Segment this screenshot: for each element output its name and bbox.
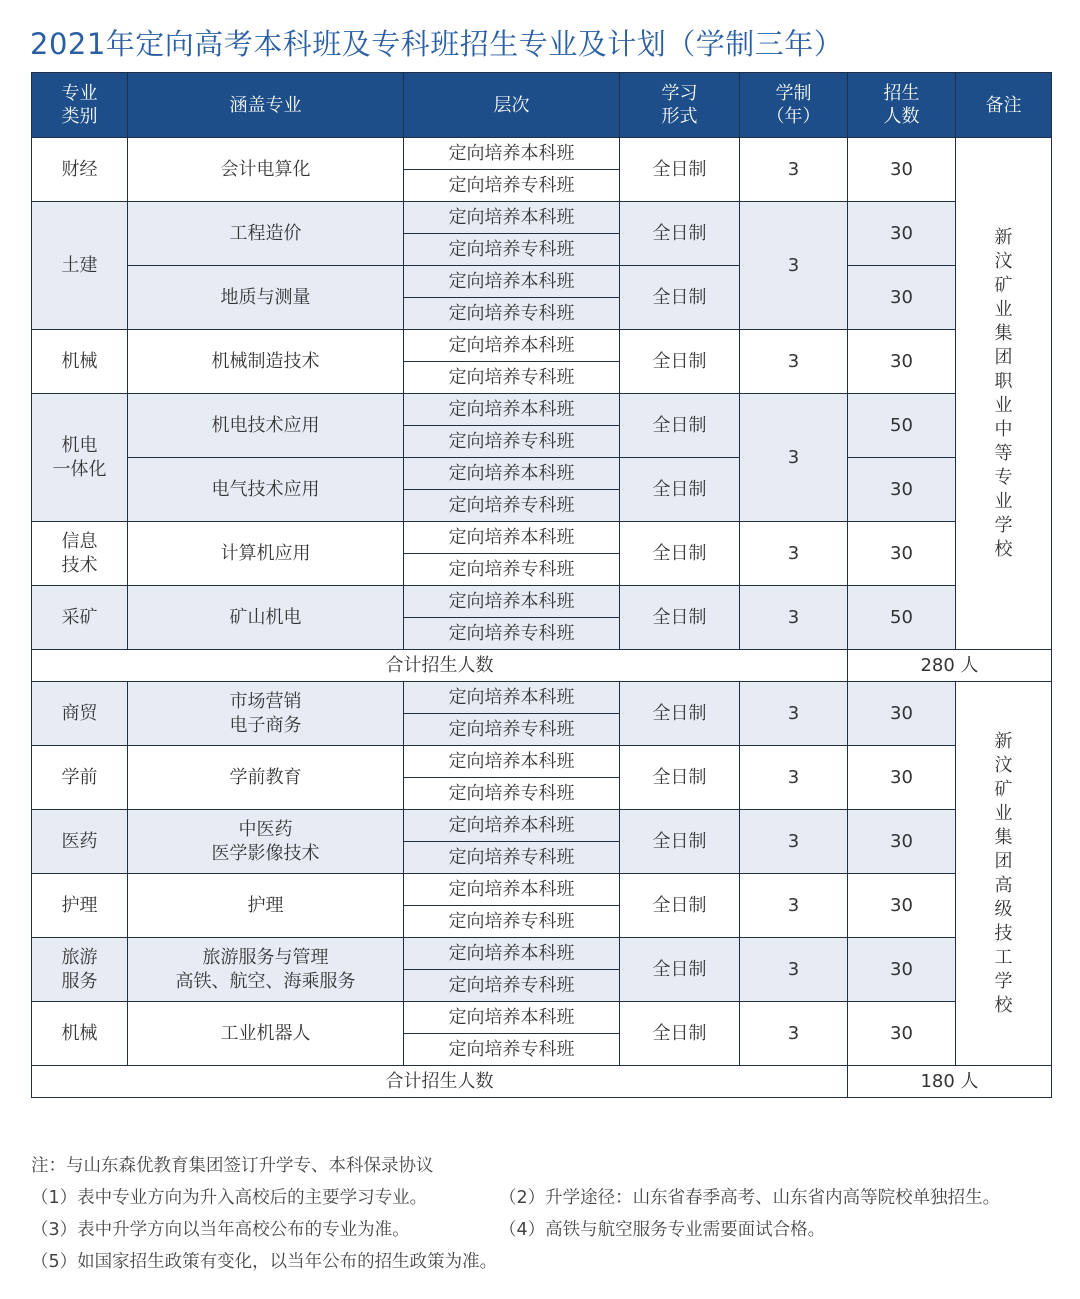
- count-cell: 30: [848, 682, 956, 746]
- years-cell: 3: [740, 522, 848, 586]
- level-cell: 定向培养本科班: [404, 458, 620, 490]
- note-5: （5）如国家招生政策有变化，以当年公布的招生政策为准。: [31, 1252, 498, 1272]
- total-label: 合计招生人数: [32, 1066, 848, 1098]
- table-row: [32, 458, 1052, 490]
- major-cell: 护理: [128, 874, 404, 938]
- major-cell: 地质与测量: [128, 266, 404, 330]
- remark-cell: 新 汶 矿 业 集 团 高 级 技 工 学 校: [956, 682, 1052, 1066]
- count-cell: 30: [848, 330, 956, 394]
- table-row: [32, 202, 1052, 234]
- header-years: 学制 （年）: [740, 73, 848, 138]
- table-row: [32, 810, 1052, 842]
- enrollment-plan-table: [31, 72, 1052, 1098]
- years-cell: 3: [740, 746, 848, 810]
- major-cell: 会计电算化: [128, 138, 404, 202]
- level-cell: 定向培养专科班: [404, 970, 620, 1002]
- notes: [31, 1150, 1061, 1278]
- table-row: [32, 938, 1052, 970]
- total-value: 180 人: [848, 1066, 1052, 1098]
- header-study-form: 学习 形式: [620, 73, 740, 138]
- category-cell: 商贸: [32, 682, 128, 746]
- form-cell: 全日制: [620, 202, 740, 266]
- header-level: 层次: [404, 73, 620, 138]
- level-cell: 定向培养本科班: [404, 522, 620, 554]
- major-cell: 机电技术应用: [128, 394, 404, 458]
- count-cell: 30: [848, 266, 956, 330]
- table-row: [32, 682, 1052, 714]
- years-cell: 3: [740, 202, 848, 330]
- category-cell: 护理: [32, 874, 128, 938]
- category-cell: 机械: [32, 1002, 128, 1066]
- years-cell: 3: [740, 874, 848, 938]
- years-cell: 3: [740, 1002, 848, 1066]
- category-cell: 采矿: [32, 586, 128, 650]
- major-cell: 计算机应用: [128, 522, 404, 586]
- level-cell: 定向培养专科班: [404, 298, 620, 330]
- form-cell: 全日制: [620, 138, 740, 202]
- notes-intro: 注：与山东森优教育集团签订升学专、本科保录协议: [31, 1156, 434, 1176]
- level-cell: 定向培养专科班: [404, 554, 620, 586]
- form-cell: 全日制: [620, 522, 740, 586]
- level-cell: 定向培养本科班: [404, 938, 620, 970]
- level-cell: 定向培养专科班: [404, 170, 620, 202]
- form-cell: 全日制: [620, 810, 740, 874]
- note-3: （3）表中升学方向以当年高校公布的专业为准。: [31, 1220, 410, 1240]
- header-major: 涵盖专业: [128, 73, 404, 138]
- count-cell: 30: [848, 138, 956, 202]
- major-cell: 学前教育: [128, 746, 404, 810]
- years-cell: 3: [740, 586, 848, 650]
- category-cell: 信息 技术: [32, 522, 128, 586]
- form-cell: 全日制: [620, 938, 740, 1002]
- table-row: [32, 746, 1052, 778]
- years-cell: 3: [740, 394, 848, 522]
- note-1: （1）表中专业方向为升入高校后的主要学习专业。: [31, 1188, 428, 1208]
- years-cell: 3: [740, 138, 848, 202]
- level-cell: 定向培养本科班: [404, 266, 620, 298]
- level-cell: 定向培养专科班: [404, 842, 620, 874]
- level-cell: 定向培养本科班: [404, 874, 620, 906]
- level-cell: 定向培养专科班: [404, 426, 620, 458]
- table-row: [32, 874, 1052, 906]
- form-cell: 全日制: [620, 1002, 740, 1066]
- table-row: [32, 330, 1052, 362]
- table-row: [32, 1002, 1052, 1034]
- category-cell: 旅游 服务: [32, 938, 128, 1002]
- major-cell: 工程造价: [128, 202, 404, 266]
- count-cell: 30: [848, 1002, 956, 1066]
- level-cell: 定向培养专科班: [404, 1034, 620, 1066]
- table-row: [32, 586, 1052, 618]
- category-cell: 机械: [32, 330, 128, 394]
- total-row: [32, 650, 1052, 682]
- category-cell: 土建: [32, 202, 128, 330]
- table-header-row: [32, 73, 1052, 138]
- count-cell: 30: [848, 810, 956, 874]
- total-value: 280 人: [848, 650, 1052, 682]
- level-cell: 定向培养本科班: [404, 330, 620, 362]
- remark-cell: 新 汶 矿 业 集 团 职 业 中 等 专 业 学 校: [956, 138, 1052, 650]
- level-cell: 定向培养本科班: [404, 394, 620, 426]
- table-row: [32, 394, 1052, 426]
- count-cell: 30: [848, 458, 956, 522]
- note-4: （4）高铁与航空服务专业需要面试合格。: [499, 1220, 826, 1240]
- major-cell: 旅游服务与管理 高铁、航空、海乘服务: [128, 938, 404, 1002]
- major-cell: 电气技术应用: [128, 458, 404, 522]
- form-cell: 全日制: [620, 586, 740, 650]
- note-2: （2）升学途径：山东省春季高考、山东省内高等院校单独招生。: [499, 1188, 1001, 1208]
- major-cell: 机械制造技术: [128, 330, 404, 394]
- form-cell: 全日制: [620, 330, 740, 394]
- level-cell: 定向培养专科班: [404, 618, 620, 650]
- total-row: [32, 1066, 1052, 1098]
- table-row: [32, 138, 1052, 170]
- form-cell: 全日制: [620, 746, 740, 810]
- category-cell: 财经: [32, 138, 128, 202]
- table-row: [32, 266, 1052, 298]
- category-cell: 医药: [32, 810, 128, 874]
- count-cell: 50: [848, 586, 956, 650]
- level-cell: 定向培养专科班: [404, 234, 620, 266]
- header-category: 专业 类别: [32, 73, 128, 138]
- level-cell: 定向培养本科班: [404, 746, 620, 778]
- form-cell: 全日制: [620, 874, 740, 938]
- form-cell: 全日制: [620, 266, 740, 330]
- major-cell: 市场营销 电子商务: [128, 682, 404, 746]
- level-cell: 定向培养专科班: [404, 714, 620, 746]
- count-cell: 30: [848, 746, 956, 810]
- level-cell: 定向培养本科班: [404, 682, 620, 714]
- years-cell: 3: [740, 682, 848, 746]
- level-cell: 定向培养专科班: [404, 490, 620, 522]
- level-cell: 定向培养专科班: [404, 778, 620, 810]
- form-cell: 全日制: [620, 458, 740, 522]
- level-cell: 定向培养本科班: [404, 202, 620, 234]
- header-remark: 备注: [956, 73, 1052, 138]
- category-cell: 机电 一体化: [32, 394, 128, 522]
- level-cell: 定向培养本科班: [404, 1002, 620, 1034]
- level-cell: 定向培养本科班: [404, 586, 620, 618]
- level-cell: 定向培养专科班: [404, 362, 620, 394]
- count-cell: 50: [848, 394, 956, 458]
- years-cell: 3: [740, 938, 848, 1002]
- major-cell: 矿山机电: [128, 586, 404, 650]
- years-cell: 3: [740, 330, 848, 394]
- count-cell: 30: [848, 874, 956, 938]
- major-cell: 工业机器人: [128, 1002, 404, 1066]
- level-cell: 定向培养本科班: [404, 810, 620, 842]
- level-cell: 定向培养本科班: [404, 138, 620, 170]
- form-cell: 全日制: [620, 394, 740, 458]
- table-row: [32, 522, 1052, 554]
- level-cell: 定向培养专科班: [404, 906, 620, 938]
- page-title: 2021年定向高考本科班及专科班招生专业及计划（学制三年）: [30, 27, 844, 61]
- header-count: 招生 人数: [848, 73, 956, 138]
- total-label: 合计招生人数: [32, 650, 848, 682]
- count-cell: 30: [848, 522, 956, 586]
- years-cell: 3: [740, 810, 848, 874]
- count-cell: 30: [848, 938, 956, 1002]
- category-cell: 学前: [32, 746, 128, 810]
- count-cell: 30: [848, 202, 956, 266]
- major-cell: 中医药 医学影像技术: [128, 810, 404, 874]
- form-cell: 全日制: [620, 682, 740, 746]
